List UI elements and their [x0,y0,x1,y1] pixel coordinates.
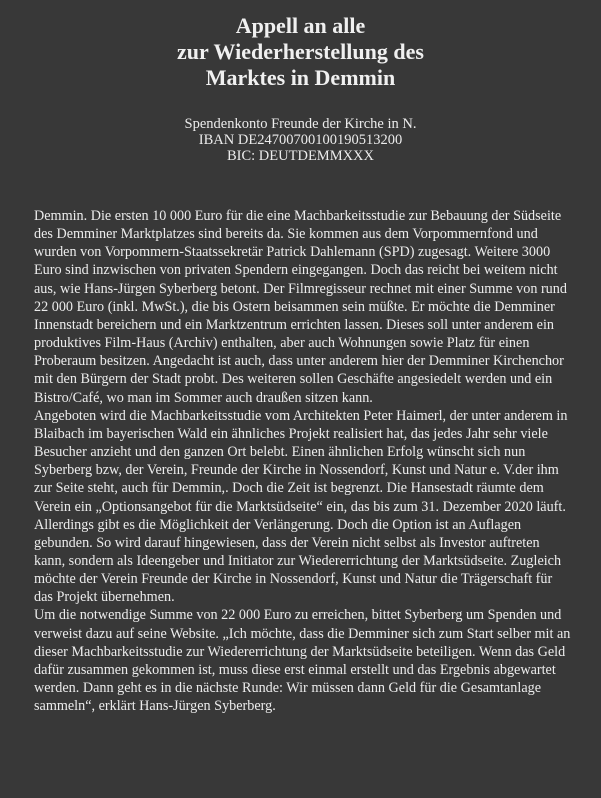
page-title [0,13,601,91]
title-line-2: zur Wiederherstellung des [177,39,424,64]
title-line-1: Appell an alle [235,13,366,38]
title-line-3: Marktes in Demmin [205,65,396,90]
article-body [34,207,572,715]
account-holder: Spendenkonto Freunde der Kirche in N. [184,116,417,132]
article-paragraph-2: Angeboten wird die Machbarkeitsstudie vom Architekten Peter Haimerl, der unter anderem in Blaibach im bayerischen Wald ein ähnliches Projekt realisiert hat, das jedes Jahr sehr viele Besucher anzieht und den ganzen Ort belebt. Einen ähnlichen Erfolg wünscht sich nun Syberberg bzw, der Verein, Freunde der Kirche in Nossendorf, Kunst und Natur e. V.der ihm zur Seite steht, auch für Demmin,. Doch die Zeit ist begrenzt. Die Hansestadt räumte dem Verein ein „Optionsangebot für die Marktsüdseite“ ein, das bis zum 31. Dezember 2020 läuft. Allerdings gibt es die Möglichkeit der Verlängerung. Doch die Option ist an Auflagen gebunden. So wird darauf hingewiesen, dass der Verein nicht selbst als Investor auftreten kann, sondern als Ideengeber und Initiator zur Wiedererrichtung der Marktsüdseite. Zugleich möchte der Verein Freunde der Kirche in Nossendorf, Kunst und Natur die Trägerschaft für das Projekt übernehmen. [34,407,568,606]
account-iban: IBAN DE24700700100190513200 [198,132,403,148]
article-paragraph-1: Demmin. Die ersten 10 000 Euro für die eine Machbarkeitsstudie zur Bebauung der Südseite des Demminer Marktplatzes sind bereits da. Sie kommen aus dem Vorpommernfond und wurden von Vorpommern-Staatssekretär Patrick Dahlemann (SPD) zugesagt. Weitere 3000 Euro sind inzwischen von privaten Spendern eingegangen. Doch das reicht bei weitem nicht aus, wie Hans-Jürgen Syberberg betont. Der Filmregisseur rechnet mit einer Summe von rund 22 000 Euro (inkl. MwSt.), die bis Ostern beisammen sein müßte. Er möchte die Demminer Innenstadt bereichern und ein Marktzentrum errichten lassen. Dieses soll unter anderem ein produktives Film-Haus (Archiv) enthalten, aber auch Wohnungen sowie Platz für einen Proberaum besitzen. Angedacht ist auch, dass unter anderem hier der Demminer Kirchenchor mit den Bürgern der Stadt probt. Des weiteren sollen Geschäfte angesiedelt werden und ein Bistro/Café, wo man im Sommer auch draußen sitzen kann. [34,208,567,406]
donation-account-block [0,116,601,164]
account-bic: BIC: DEUTDEMMXXX [226,148,374,164]
article-paragraph-3: Um die notwendige Summe von 22 000 Euro zu erreichen, bittet Syberberg um Spenden und verweist dazu auf seine Website. „Ich möchte, dass die Demminer sich zum Start selber mit an dieser Machbarkeitsstudie zur Wiedererrichtung der Marktsüdseite beteiligen. Wenn das Geld dafür zusammen gekommen ist, muss diese erst einmal erstellt und das Ergebnis abgewartet werden. Dann geht es in die nächste Runde: Wir müssen dann Geld für die Gesamtanlage sammeln“, erklärt Hans-Jürgen Syberberg. [34,607,571,715]
